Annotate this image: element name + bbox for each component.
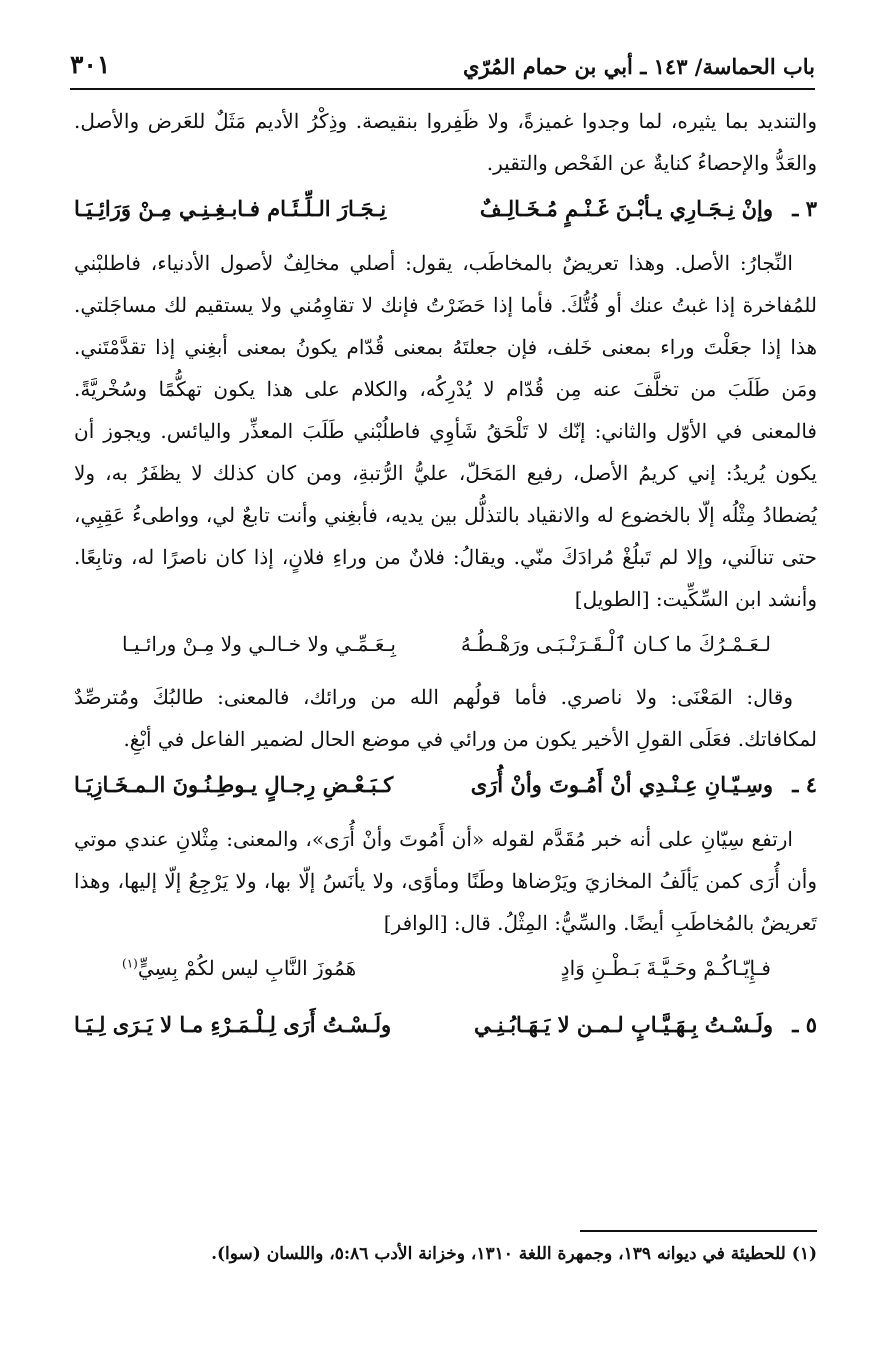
header-title: باب الحماسة/ ١٤٣ ـ أبي بن حمام المُرّي (463, 54, 815, 79)
page-body (74, 100, 817, 1058)
quoted-verse-1 (74, 620, 817, 676)
footnote-reference: (١) (122, 956, 138, 971)
verse-3 (74, 184, 817, 242)
verse-number: ٣ ـ (792, 196, 817, 221)
paragraph-commentary-continued: وقال: المَعْنَى: ولا ناصري. فأما قولُهم الله من ورائك، فالمعنى: طالبُكَ ومُترصِّدٌ لمكافاتك. فعَلَى القولِ الأخير يكون من ورائي في موضع الحال لضمير الفاعل في أبْغِ. (74, 685, 817, 751)
paragraph-commentary-verse-4: ارتفع سِيّانِ على أنه خبر مُقَدَّم لقوله «أن أَمُوتَ وأنْ أُرَى»، والمعنى: مِثْلانِ عندي موتي وأن أُرَى كمن يَألَفُ المخازيَ ويَرْضاها وطَنًا ومأوًى، ولا يأنَسُ إلّا بها، ولا يَرْجِعُ إلّا إليها، وهذا تَعريضٌ بالمُخاطَبِ أيضًا. والسِّيُّ: المِثْلُ. قال: [الوافر] (74, 827, 817, 935)
quoted-verse-2 (74, 944, 817, 1000)
quoted-first-hemistich: لـعَـمْـرُكَ ما كـان ٱلْـقَـرَنْـبَـى ورَهْـطُـهُ (460, 632, 771, 656)
verse-second-hemistich: كـبَـعْـضِ رِجـالٍ يـوطِـنُـونَ الـمـخَـازِيَـا (74, 772, 394, 797)
verse-number: ٤ ـ (792, 772, 817, 797)
quoted-second-hemistich (122, 956, 356, 980)
footnote: (١) للحطيئة في ديوانه ١٣٩، وجمهرة اللغة ١٣١٠، وخزانة الأدب ٥:٨٦، واللسان (سوا). (211, 1244, 817, 1264)
verse-4 (74, 760, 817, 818)
verse-first-hemistich: وسِـيّـانِ عِـنْـدِي أنْ أَمُـوتَ وأنْ أُرَى (470, 772, 773, 797)
paragraph-commentary-verse-3: النِّجارُ: الأصل. وهذا تعريضٌ بالمخاطَب، يقول: أصلي مخالِفٌ لأصول الأدنياء، فاطلبْني للمُفاخرة إذا غبتُ عنك أو فُتُّكَ. فأما إذا حَضَرْتُ فإنك لا تقاوِمُني ولا يستقيم لك مساجَلتي. هذا إذا جعَلْتَ وراء بمعنى خَلف، فإن جعلتَهُ بمعنى قُدّام يكونُ بمعنى أبغِني إذا تقدَّمْتَني. ومَن طَلَبَ من تخلَّفَ عنه مِن قُدّام لا يُدْرِكُه، والكلام على هذا يكون تهكُّمًا وسُخْريَّةً. فالمعنى في الأوّل والثاني: إنّك لا تَلْحَقُ شَأوِي فاطلُبْني طَلَبَ المعذِّر واليائس. ويجوز أن يكون يُريدُ: إني كريمُ الأصل، رفيع المَحَلّ، عليُّ الرُّتبةِ، ومن كان كذلك لا يظفَرُ به، ولا يُضطادُ مِثْلُه إلّا بالخضوع له والانقياد بالتذلُّل بين يديه، فأبغِني وأنت تابعٌ لي، وواطىءُ عَقِبِي، حتى تنالَني، وإلا لم تَبلُغْ مُرادَكَ منّي. ويقالُ: فلانٌ من وراءِ فلانٍ، إذا كان ناصرًا له، وتابِعًا. وأنشد ابن السِّكِّيت: [الطويل] (74, 251, 817, 611)
verse-5 (74, 1000, 817, 1058)
verse-second-hemistich: نِـجَـارَ الـلِّـئَـام فـابـغِـنِـي مِـنْ وَرَائِـيَـا (74, 196, 387, 221)
quoted-first-hemistich: فـإِيّـاكُـمْ وحَـيَّـةَ بَـطْـنِ وَادٍ (560, 956, 771, 980)
verse-number: ٥ ـ (792, 1012, 817, 1037)
page-number: ٣٠١ (70, 50, 111, 79)
quoted-hemistich-text: هَمُوزَ النَّابِ ليس لكُمْ بِسِيٍّ (137, 956, 357, 980)
quoted-second-hemistich: بِـعَـمِّـي ولا خـالـي ولا مِـنْ ورائـيـا (122, 632, 396, 656)
verse-first-hemistich: وإنْ نِـجَـارِي يـأبْـنَ غَـنْـمٍ مُـخَـالِـفٌ (479, 196, 773, 221)
footnote-divider (580, 1230, 817, 1232)
verse-second-hemistich: ولَـسْـتُ أَرَى لِـلْـمَـرْءِ مـا لا يَـرَى لِـيَـا (74, 1012, 392, 1037)
paragraph-commentary-intro: والتنديد بما يثيره، لما وجدوا غميزةً، ولا ظَفِروا بنقيصة. وذِكْرُ الأديم مَثَلٌ للعَرض والأصل. والعَدُّ والإحصاءُ كنايةٌ عن الفَحْص والتقير. (74, 109, 817, 175)
verse-first-hemistich: ولَـسْـتُ بِـهَـيَّـابٍ لـمـن لا يَـهَـابُـنِـي (474, 1012, 773, 1037)
running-header (70, 48, 815, 90)
